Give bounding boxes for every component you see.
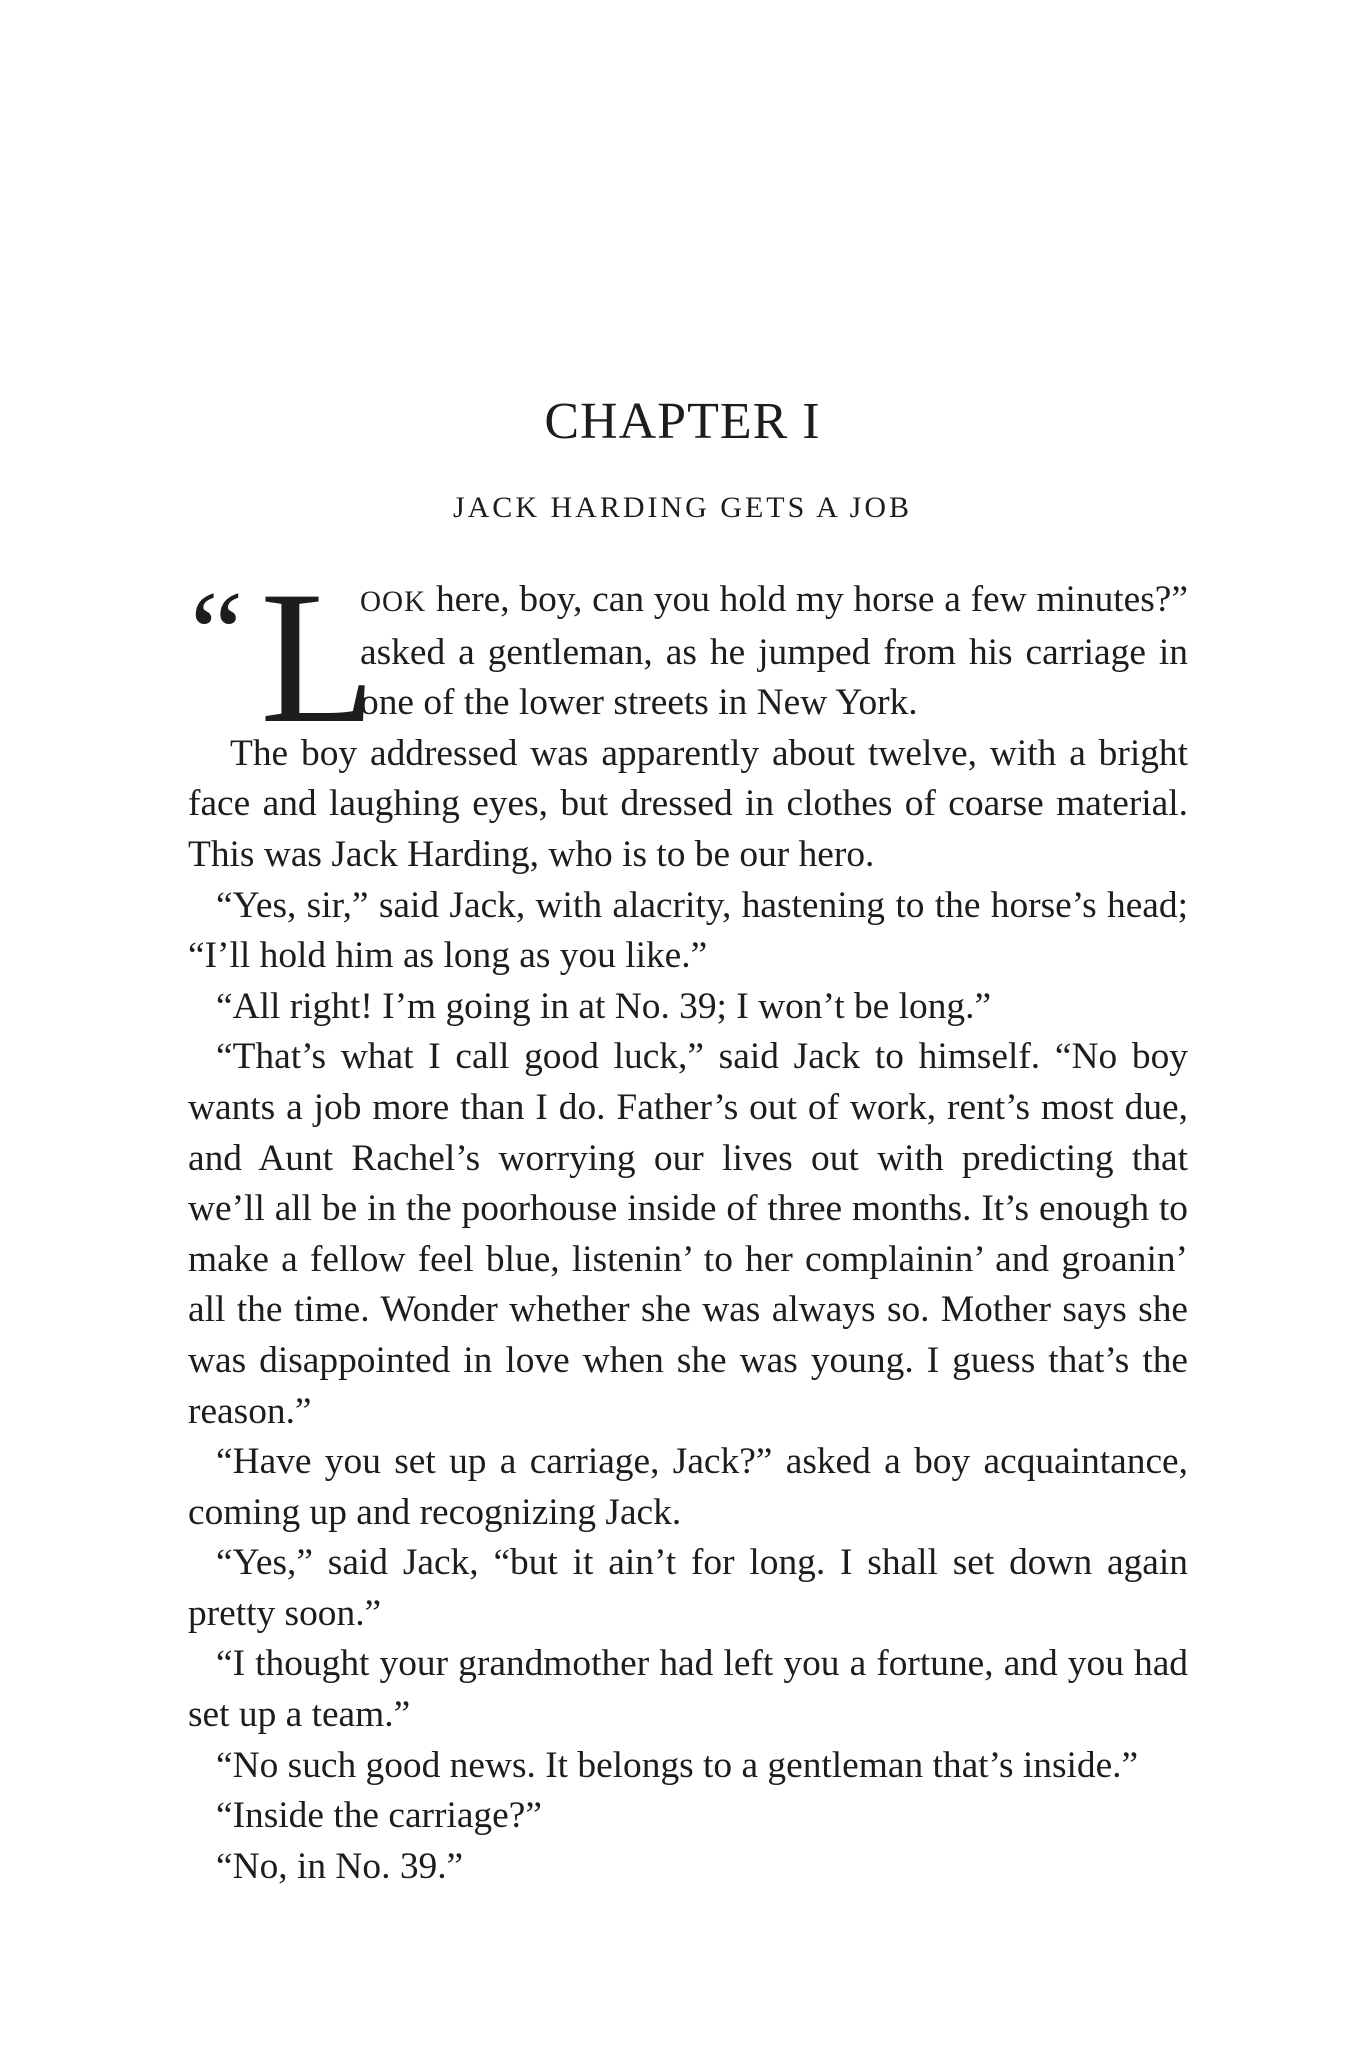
paragraph-2: The boy addressed was apparently about twelve, with a bright face and laughing eyes, but dressed in clothes of coarse material. This was Jack Harding, who is to be our hero. xyxy=(188,732,1188,875)
paragraph-11: “No, in No. 39.” xyxy=(216,1845,464,1887)
paragraph-5: “That’s what I call good luck,” said Jack to himself. “No boy wants a job more than I do. Father’s out of work, rent’s most due, and Aunt Rachel’s worrying our lives out with predicting that we’ll all be in the poorhouse inside of three months. It’s enough to make a fellow feel blue, listenin’ to her complainin’ and groanin’ all the time. Wonder whether she was always so. Mother says she was disappointed in love when she was young. I guess that’s the reason.” xyxy=(188,1036,1188,1432)
drop-cap-letter: L xyxy=(260,553,377,763)
paragraph-7: “Yes,” said Jack, “but it ain’t for long. I shall set down again pretty soon.” xyxy=(188,1542,1188,1634)
drop-cap-quote: “ xyxy=(190,566,244,699)
drop-cap xyxy=(190,553,377,763)
paragraph-8: “I thought your grandmother had left you a fortune, and you had set up a team.” xyxy=(188,1643,1188,1736)
paragraph-1-text: here, boy, can you hold my horse a few minutes?” asked a gentleman, as he jumped from his carriage in one of the lower streets in New York. xyxy=(360,579,1188,724)
chapter-title: CHAPTER I xyxy=(544,393,821,450)
chapter-body xyxy=(188,553,1188,1892)
paragraph-9: “No such good news. It belongs to a gentleman that’s inside.” xyxy=(216,1744,1139,1786)
paragraph-3: “Yes, sir,” said Jack, with alacrity, hastening to the horse’s head; “I’ll hold him as long as you like.” xyxy=(188,884,1188,977)
paragraph-1-smallcaps: OOK xyxy=(360,586,427,618)
paragraph-4: “All right! I’m going in at No. 39; I won’t be long.” xyxy=(216,985,992,1027)
paragraph-6: “Have you set up a carriage, Jack?” asked a boy acquaintance, coming up and recognizing Jack. xyxy=(188,1441,1188,1533)
paragraph-10: “Inside the carriage?” xyxy=(216,1795,542,1837)
chapter-subtitle: JACK HARDING GETS A JOB xyxy=(452,491,913,524)
